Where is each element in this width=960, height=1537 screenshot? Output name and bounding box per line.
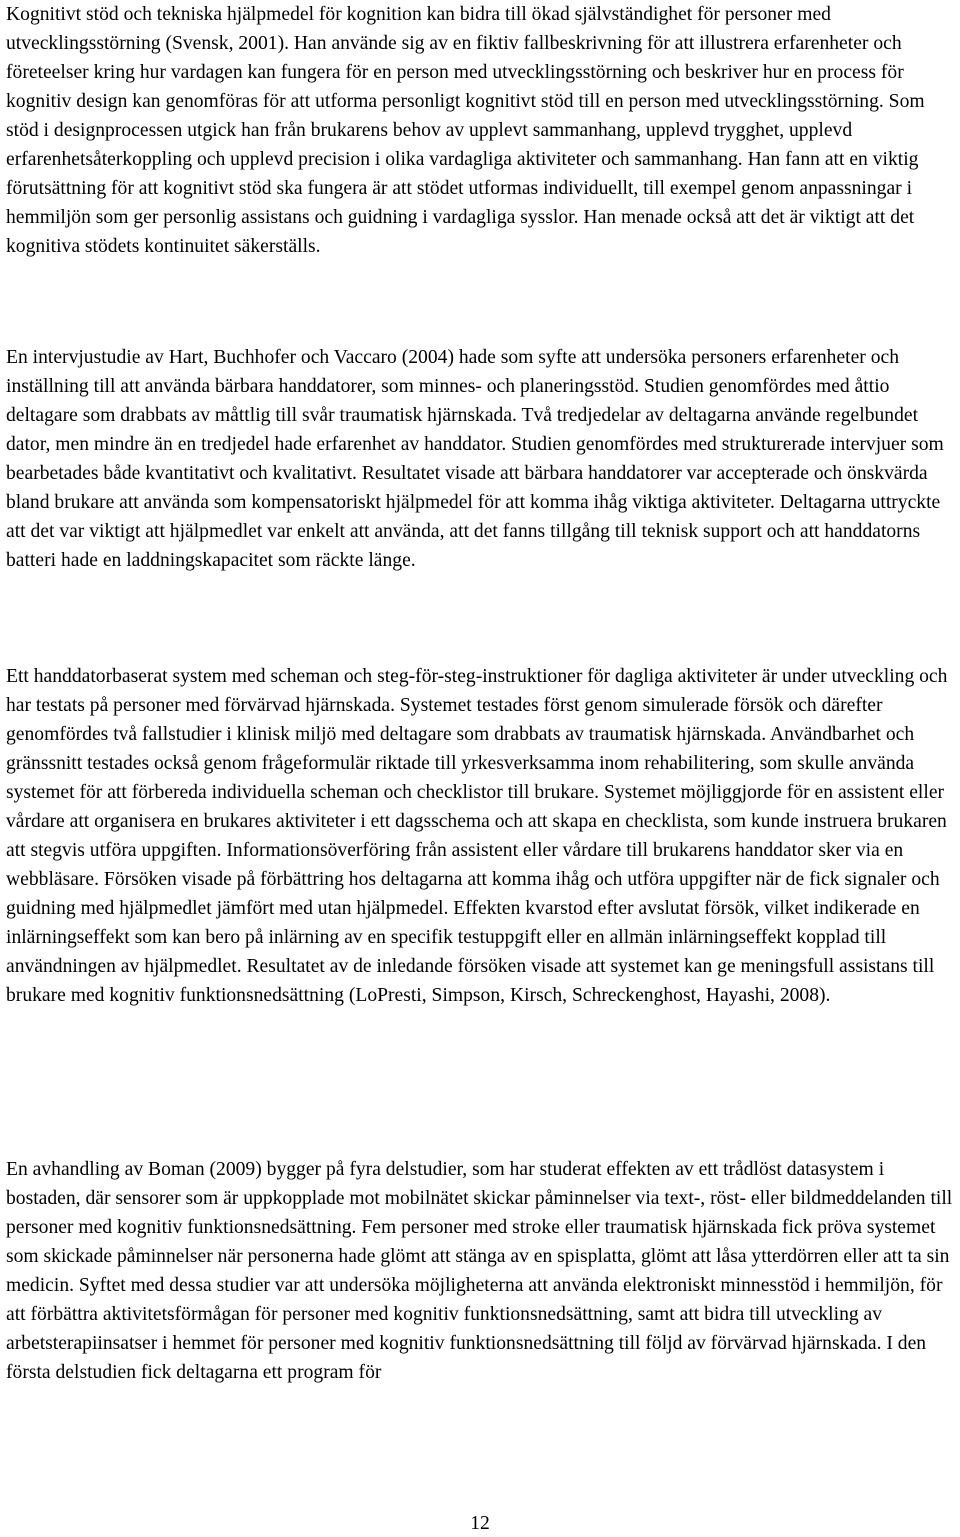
paragraph-cognitive-support: Kognitivt stöd och tekniska hjälpmedel för kognition kan bidra till ökad självständighet för personer med utvecklingsstörning (Svensk, 2001). Han använde sig av en fiktiv fallbeskrivning för att illustrera erfarenheter och företeelser kring hur vardagen kan fungera för en person med utvecklingsstörning och beskriver hur en process för kognitiv design kan genomföras för att utforma personligt kognitivt stöd till en person med utvecklingsstörning. Som stöd i designprocessen utgick han från brukarens behov av upplevt sammanhang, upplevd trygghet, upplevd erfarenhetsåterkoppling och upplevd precision i olika vardagliga aktiviteter och sammanhang. Han fann att en viktig förutsättning för att kognitivt stöd ska fungera är att stödet utformas individuellt, till exempel genom anpassningar i hemmiljön som ger personlig assistans och guidning i vardagliga sysslor. Han menade också att det är viktigt att det kognitiva stödets kontinuitet säkerställs. <box>6 4 925 257</box>
paragraph-interview-study: En intervjustudie av Hart, Buchhofer och Vaccaro (2004) hade som syfte att undersöka personers erfarenheter och inställning till att använda bärbara handdatorer, som minnes- och planeringsstöd. Studien genomfördes med åttio deltagare som drabbats av måttlig till svår traumatisk hjärnskada. Två tredjedelar av deltagarna använde regelbundet dator, men mindre än en tredjedel hade erfarenhet av handdator. Studien genomfördes med strukturerade intervjuer som bearbetades både kvantitativt och kvalitativt. Resultatet visade att bärbara handdatorer var accepterade och önskvärda bland brukare att använda som kompensatoriskt hjälpmedel för att komma ihåg viktiga aktiviteter. Deltagarna uttryckte att det var viktigt att hjälpmedlet var enkelt att använda, att det fanns tillgång till teknisk support och att handdatorns batteri hade en laddningskapacitet som räckte länge. <box>6 347 944 571</box>
page-number: 12 <box>470 1513 490 1534</box>
paragraph-dissertation: En avhandling av Boman (2009) bygger på fyra delstudier, som har studerat effekten av ett trådlöst datasystem i bostaden, där sensorer som är uppkopplade mot mobilnätet skickar påminnelser via text-, röst- eller bildmeddelanden till personer med kognitiv funktionsnedsättning. Fem personer med stroke eller traumatisk hjärnskada fick pröva systemet som skickade påminnelser när personerna hade glömt att stänga av en spisplatta, glömt att låsa ytterdörren eller att ta sin medicin. Syftet med dessa studier var att undersöka möjligheterna att använda elektroniskt minnesstöd i hemmiljön, för att förbättra aktivitetsförmågan för personer med kognitiv funktionsnedsättning, samt att bidra till utveckling av arbetsterapiinsatser i hemmet för personer med kognitiv funktionsnedsättning till följd av förvärvad hjärnskada. I den första delstudien fick deltagarna ett program för <box>6 1159 953 1383</box>
paragraph-handheld-system: Ett handdatorbaserat system med scheman och steg-för-steg-instruktioner för dagliga aktiviteter är under utveckling och har testats på personer med förvärvad hjärnskada. Systemet testades först genom simulerade försök och därefter genomfördes två fallstudier i klinisk miljö med deltagare som drabbats av traumatisk hjärnskada. Användbarhet och gränssnitt testades också genom frågeformulär riktade till yrkesverksamma inom rehabilitering, som skulle använda systemet för att förbereda individuella scheman och checklistor till brukare. Systemet möjliggjorde för en assistent eller vårdare att organisera en brukares aktiviteter i ett dagsschema och att skapa en checklista, som kunde instruera brukaren att stegvis utföra uppgiften. Informationsöverföring från assistent eller vårdare till brukarens handdator sker via en webbläsare. Försöken visade på förbättring hos deltagarna att komma ihåg och utföra uppgifter när de fick signaler och guidning med hjälpmedlet jämfört med utan hjälpmedel. Effekten kvarstod efter avslutat försök, vilket indikerade en inlärningseffekt som kan bero på inlärning av en specifik testuppgift eller en allmän inlärningseffekt kopplad till användningen av hjälpmedlet. Resultatet av de inledande försöken visade att systemet kan ge meningsfull assistans till brukare med kognitiv funktionsnedsättning (LoPresti, Simpson, Kirsch, Schreckenghost, Hayashi, 2008). <box>6 666 948 1006</box>
